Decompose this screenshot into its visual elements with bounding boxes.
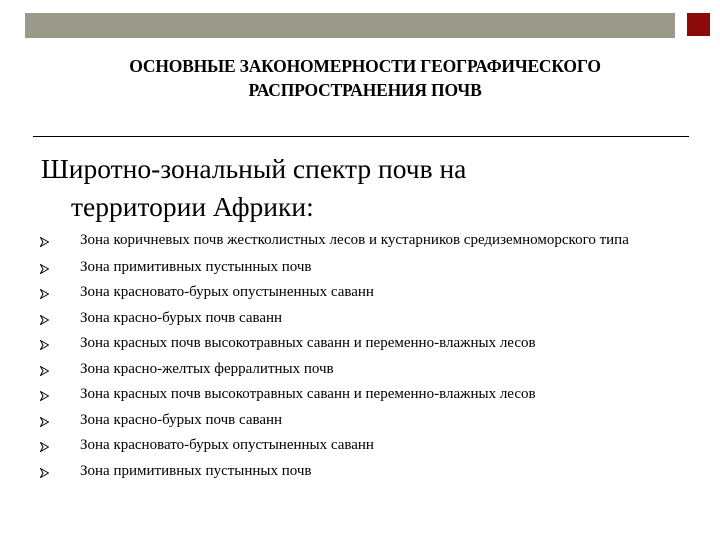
list-item-text: Зона коричневых почв жестколистных лесов и кустарников средиземноморского типа bbox=[80, 232, 629, 248]
arrowhead-bullet-icon bbox=[40, 340, 49, 350]
slide-title-line-2: РАСПРОСТРАНЕНИЯ ПОЧВ bbox=[248, 80, 482, 100]
list-item bbox=[40, 230, 680, 252]
list-item bbox=[40, 461, 680, 483]
arrowhead-bullet-icon bbox=[40, 264, 49, 274]
arrowhead-bullet-icon bbox=[40, 417, 49, 427]
section-heading-line-1: Широтно-зональный спектр почв на bbox=[41, 153, 467, 184]
list-item-text: Зона красновато-бурых опустыненных саванн bbox=[80, 437, 374, 453]
list-item-text: Зона примитивных пустынных почв bbox=[80, 258, 312, 275]
list-item-text: Зона красновато-бурых опустыненных саванн bbox=[80, 284, 374, 300]
list-item bbox=[40, 384, 680, 406]
list-item bbox=[40, 359, 680, 381]
arrowhead-bullet-icon bbox=[40, 366, 49, 376]
list-item bbox=[40, 333, 680, 355]
list-item-text: Зона примитивных пустынных почв bbox=[80, 462, 312, 479]
arrowhead-bullet-icon bbox=[40, 468, 49, 478]
slide-title bbox=[20, 54, 710, 102]
list-item-text: Зона красно-бурых почв саванн bbox=[80, 309, 283, 326]
list-item bbox=[40, 308, 680, 330]
list-item-text: Зона красно-желтых ферралитных почв bbox=[80, 360, 334, 377]
list-item-text: Зона красных почв высокотравных саванн и переменно-влажных лесов bbox=[80, 335, 536, 351]
top-decorative-bar bbox=[25, 13, 675, 38]
list-item bbox=[40, 435, 680, 457]
list-item bbox=[40, 282, 680, 304]
section-heading-line-2: территории Африки: bbox=[71, 191, 314, 222]
list-item-text: Зона красно-бурых почв саванн bbox=[80, 411, 283, 428]
slide-title-line-1: ОСНОВНЫЕ ЗАКОНОМЕРНОСТИ ГЕОГРАФИЧЕСКОГО bbox=[129, 56, 601, 76]
soil-zone-list bbox=[40, 230, 680, 486]
list-item-text: Зона красных почв высокотравных саванн и переменно-влажных лесов bbox=[80, 386, 536, 402]
arrowhead-bullet-icon bbox=[40, 315, 49, 325]
arrowhead-bullet-icon bbox=[40, 442, 49, 452]
title-divider bbox=[33, 136, 689, 137]
arrowhead-bullet-icon bbox=[40, 391, 49, 401]
list-item bbox=[40, 410, 680, 432]
list-item bbox=[40, 257, 680, 279]
arrowhead-bullet-icon bbox=[40, 237, 49, 247]
arrowhead-bullet-icon bbox=[40, 289, 49, 299]
corner-accent-square bbox=[687, 13, 710, 36]
section-heading bbox=[41, 150, 601, 226]
